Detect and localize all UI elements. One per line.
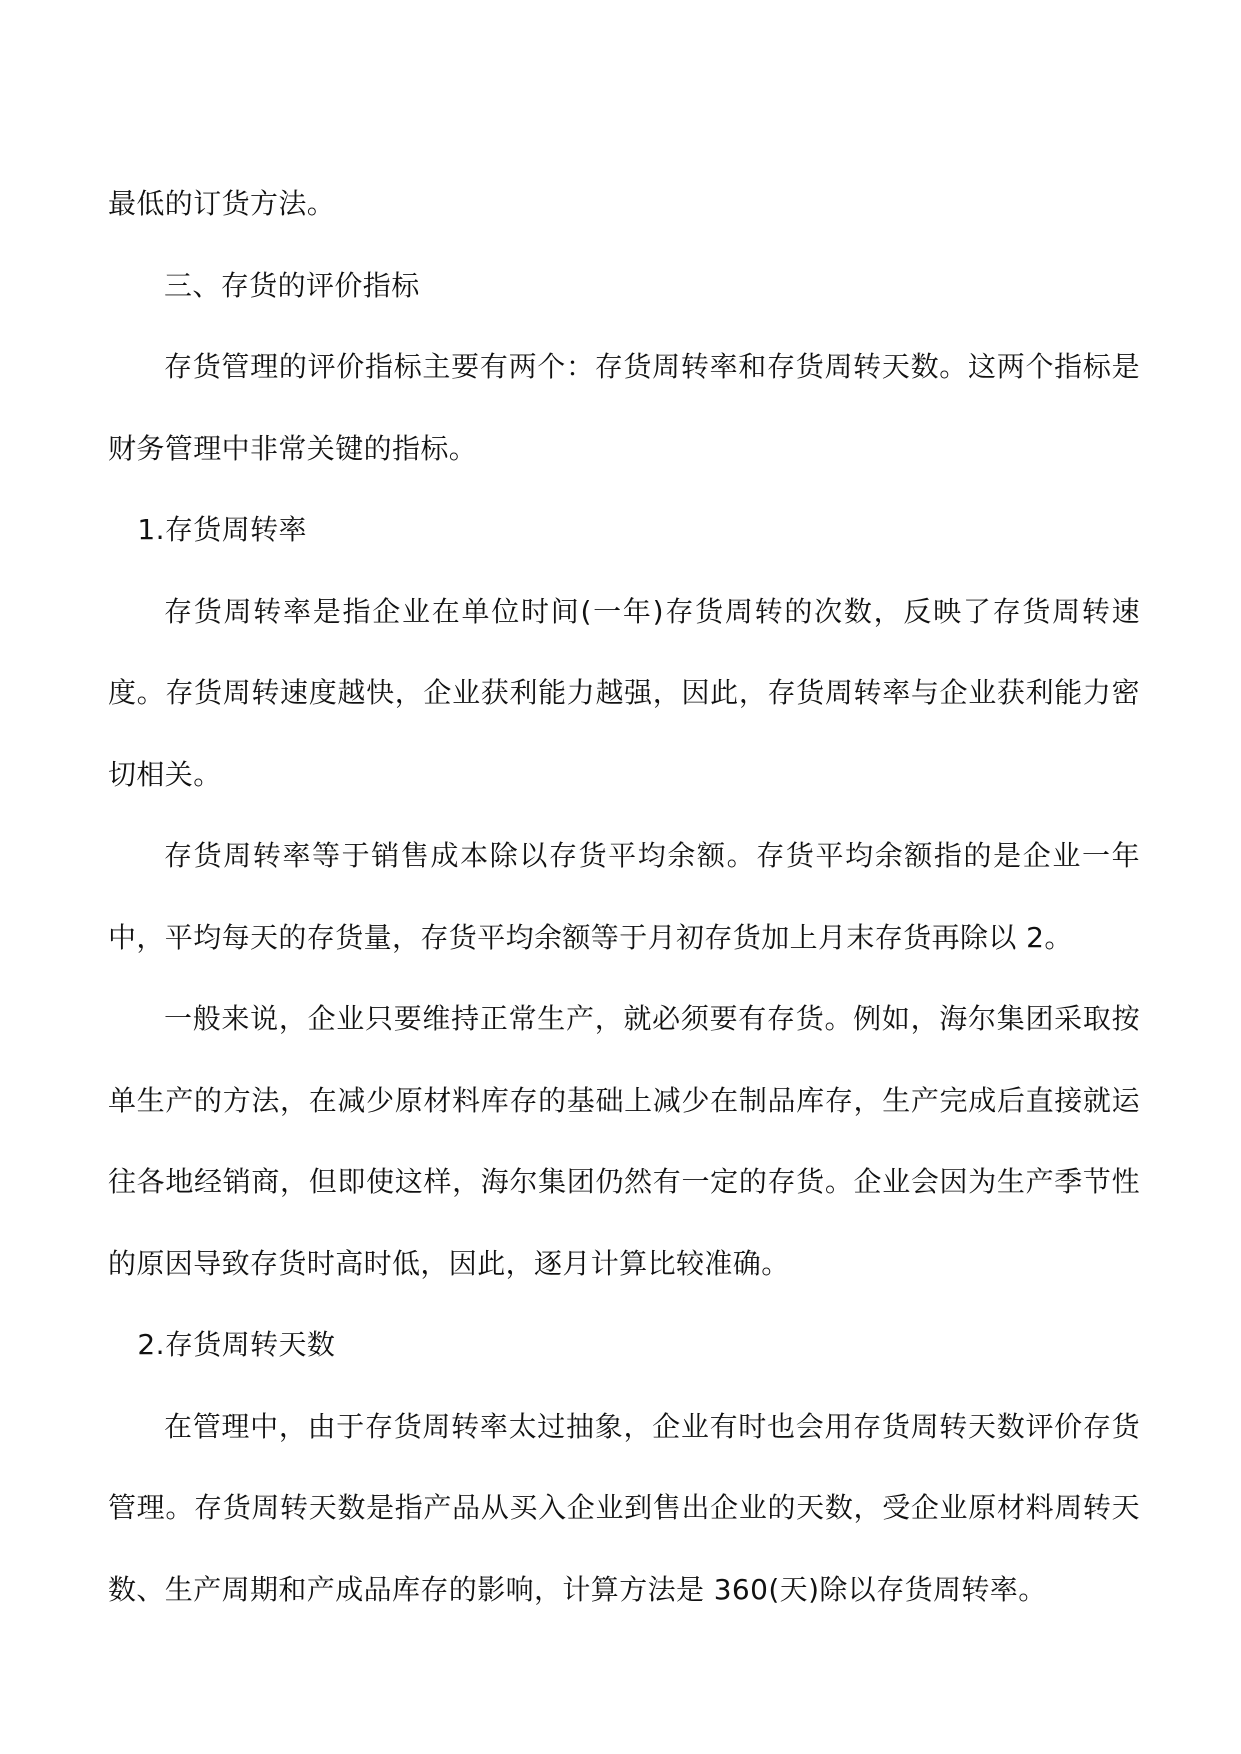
subheading-turnover-days: 2.存货周转天数	[137, 1328, 336, 1361]
paragraph-indicators-intro: 存货管理的评价指标主要有两个：存货周转率和存货周转天数。这两个指标是财务管理中非常关键的指标。	[108, 350, 1140, 465]
paragraph-turnover-rate-definition: 存货周转率是指企业在单位时间(一年)存货周转的次数，反映了存货周转速度。存货周转速度越快，企业获利能力越强，因此，存货周转率与企业获利能力密切相关。	[108, 594, 1140, 791]
document-body	[108, 163, 1140, 1630]
paragraph-continuation: 最低的订货方法。	[108, 187, 336, 220]
subheading-turnover-rate: 1.存货周转率	[137, 513, 307, 546]
paragraph-haier-example: 一般来说，企业只要维持正常生产，就必须要有存货。例如，海尔集团采取按单生产的方法，在减少原材料库存的基础上减少在制品库存，生产完成后直接就运往各地经销商，但即使这样，海尔集团仍然有一定的存货。企业会因为生产季节性的原因导致存货时高时低，因此，逐月计算比较准确。	[108, 1002, 1140, 1280]
section-heading-evaluation-indicators: 三、存货的评价指标	[164, 268, 420, 302]
paragraph-turnover-days-definition: 在管理中，由于存货周转率太过抽象，企业有时也会用存货周转天数评价存货管理。存货周转天数是指产品从买入企业到售出企业的天数，受企业原材料周转天数、生产周期和产成品库存的影响，计算方法是 360(天)除以存货周转率。	[108, 1409, 1140, 1606]
paragraph-turnover-rate-formula: 存货周转率等于销售成本除以存货平均余额。存货平均余额指的是企业一年中，平均每天的存货量，存货平均余额等于月初存货加上月末存货再除以 2。	[108, 839, 1140, 954]
